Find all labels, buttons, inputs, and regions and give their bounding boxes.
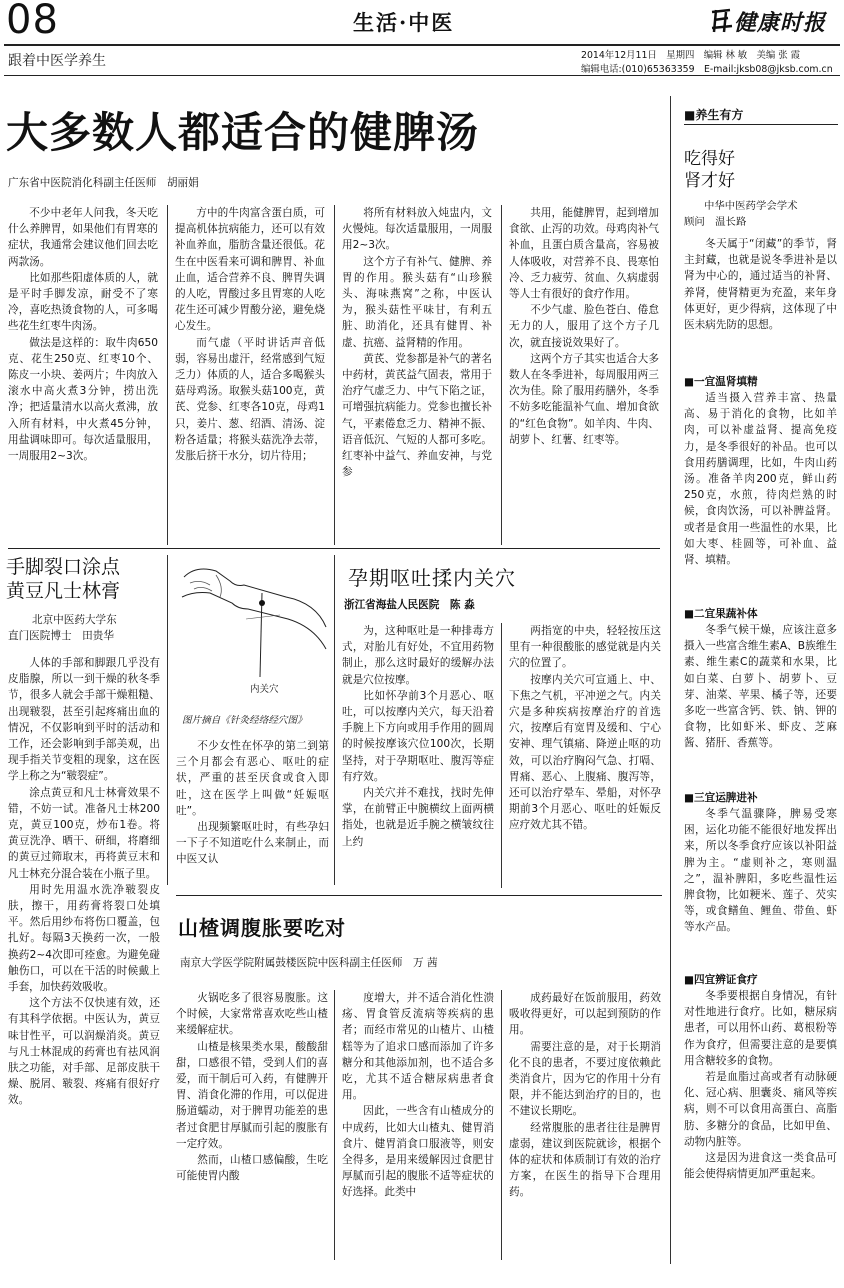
sidebar-byline-2: 顾问 温长路 [684, 216, 747, 228]
date-line: 2014年12月11日 星期四 编辑 林 敏 美编 张 霞 [581, 50, 801, 61]
page-subtitle: 跟着中医学养生 [8, 53, 106, 69]
page-number: 08 [6, 0, 59, 43]
nausea-col-a: 为，这种呕吐是一种排毒方式，对胎儿有好处，不宜用药物制止，那么这时最好的缓解办法就是穴位按摩。 比如怀孕前3个月恶心、呕吐，可以按摩内关穴，每天沿着手腕上下方向或用手作用的圆周的时候按摩该穴位100次，长期坚持，对于孕期呕吐、腹泻等症有疗效。 内关穴并不难找，找时先伸掌，在前臂正中腕横纹上面两横指处，也就是近手腕之横皱纹往上约 [342, 625, 494, 848]
foot-byline [8, 612, 168, 644]
sidebar-section-label: ■养生有方 [684, 108, 744, 122]
main-byline: 广东省中医院消化科副主任医师 胡丽娟 [8, 177, 199, 189]
sidebar-heading-2: ■二宜果蔬补体 [684, 608, 758, 620]
sidebar-para-1: 适当摄入营养丰富、热量高、易于消化的食物，比如羊肉，可以补虚益肾、提高免疫力，是冬季很好的补品。也可以食用药膳调理，比如，牛肉山药汤。准备羊肉200克，鲜山药250克，水煎，待肉烂熟的时候，食肉饮汤，可以补脾益肾。或者是食用一些温性的水果，比如大枣、桂圆等，可补血、益肾、填精。 [684, 392, 837, 567]
sidebar-para-2: 冬季气候干燥，应该注意多摄入一些富含维生素A、B族维生素、维生素C的蔬菜和水果，比如白菜、白萝卜、胡萝卜、豆芽、油菜、苹果、橘子等，还要多吃一些富含钙、铁、钠、钾的食物，比如虾米、虾皮、芝麻酱、猪肝、香蕉等。 [684, 624, 837, 750]
sidebar-para-3: 冬季气温骤降，脾易受寒困，运化功能不能很好地发挥出来，所以冬季食疗应该以补阳益脾为主。“虚则补之，寒则温之”，温补脾阳，多吃些温性运脾食物，比如粳米、莲子、芡实等，或食鳝鱼、鲤鱼、带鱼、虾等水产品。 [684, 808, 837, 934]
sidebar-title [684, 148, 838, 192]
sidebar-title-line-1: 吃得好 [684, 149, 735, 169]
foot-title-line-2: 黄豆凡士林膏 [6, 580, 121, 602]
nausea-title: 孕期呕吐揉内关穴 [348, 566, 516, 590]
acupoint-label: 内关穴 [250, 684, 279, 695]
sidebar-intro: 冬天属于“闭藏”的季节，肾主封藏，也就是说冬季进补是以肾为中心的，通过适当的补肾、养肾，使肾精更为充盈，来年身体更好，更少得病，这体现了中医未病先防的思想。 [684, 238, 837, 332]
hawthorn-byline: 南京大学医学院附属鼓楼医院中医科副主任医师 万 茜 [180, 957, 438, 969]
contact-line: 编辑电话:(010)65363359 E-mail:jksb08@jksb.com.cn [581, 64, 833, 75]
hawthorn-title: 山楂调腹胀要吃对 [178, 916, 346, 940]
foot-title-line-1: 手脚裂口涂点 [6, 556, 121, 578]
acupoint-caption: 图片摘自《针灸经络经穴图》 [182, 715, 307, 726]
foot-body: 人体的手部和脚跟几乎没有皮脂腺，所以一到干燥的秋冬季节，很多人就会手部干燥粗糙、出现皲裂，甚至引起疼痛出血的情况，不仅影响到平时的活动和工作，还会影响到手部美观，出现手指关节变粗的现象，这在医学上称之为“皲裂症”。 涂点黄豆和凡士林膏效果不错，不妨一试。准备凡士林200克，黄豆100克，炒布1卷。将黄豆洗净、晒干、研细，将磨细的黄豆过筛取末，再将黄豆末和凡士林充分混合装在小瓶子里。 用时先用温水洗净皲裂皮肤，擦干，用药膏将裂口处填平。然后用纱布将伤口覆盖，包扎好。每隔3天换药一次，一般换药2~4次即可痊愈。为避免碰触伤口，可以在干活的时候戴上手套，加快药效吸收。 这个方法不仅快速有效，还有其科学依据。中医认为，黄豆味甘性平，可以润燥消炎。黄豆与凡士林混成的药膏也有祛风润肤之功能，对手部、足部皮肤干燥、脱屑、皲裂、疼痛有很好疗效。 [8, 657, 160, 1107]
sidebar-byline [684, 198, 840, 230]
foot-byline-1: 北京中医药大学东 [32, 614, 117, 626]
main-col-3: 将所有材料放入炖盅内，文火慢炖。每次适量服用，一周服用2~3次。 这个方子有补气、健脾、养胃的作用。猴头菇有“山珍猴头、海味燕窝”之称，中医认为，猴头菇性平味甘，有利五脏、助消化，还具有健胃、补虚、抗癌、益肾精的作用。 黄芪、党参都是补气的著名中药材，黄芪益气固表，常用于治疗气虚乏力、中气下陷之证，可增强抗病能力。党参也擅长补气，平素倦怠乏力、精神不振、语音低沉、气短的人都可多吃。红枣补中益气、养血安神，与党参 [342, 207, 492, 479]
hawthorn-col-1: 火锅吃多了很容易腹胀。这个时候，大家常常喜欢吃些山楂来缓解症状。 山楂是核果类水果，酸酸甜甜，口感很不错，受到人们的喜爱，而干制后可入药，有健脾开胃、消食化滞的作用，可以促进肠道蠕动，对于脾胃功能差的患者过食肥甘厚腻而引起的腹胀有一定疗效。 然而，山楂口感偏酸，生吃可能使胃内酸 [176, 992, 328, 1183]
sidebar-heading-3: ■三宜运脾进补 [684, 792, 758, 804]
sidebar-para-4: 冬季要根据自身情况，有针对性地进行食疗。比如，糖尿病患者，可以用怀山药、葛根粉等作为食疗，但需要注意的是要慎用含糖较多的食物。 若是血脂过高或者有动脉硬化、冠心病、胆囊炎、痛风等疾病，则不可以食用高蛋白、高脂肪、多糖分的食品，比如甲鱼、动物内脏等。 这是因为进食这一类食品可能会使得病情更加严重起来。 [684, 990, 837, 1181]
foot-byline-2: 直门医院博士 田贵华 [8, 630, 114, 642]
sidebar-heading-1: ■一宜温肾填精 [684, 376, 758, 388]
sidebar-byline-1: 中华中医药学会学术 [704, 200, 798, 212]
foot-article-title [6, 555, 166, 603]
acupoint-illustration [176, 557, 332, 727]
main-col-4: 共用，能健脾胃，起到增加食欲、止泻的功效。母鸡肉补气补血，且蛋白质含量高，容易被人体吸收，对营养不良、畏寒怕冷、乏力疲劳、贫血、久病虚弱等人士有很好的食疗作用。 不少气虚、脸色苍白、倦怠无力的人，服用了这个方子几次，就直接说效果好了。 这两个方子其实也适合大多数人在冬季进补，每周服用两三次为佳。除了服用药膳外，冬季不妨多吃能温补气血、增加食欲的“红色食物”。如羊肉、牛肉、胡萝卜、红薯、红枣等。 [509, 207, 659, 446]
main-headline: 大多数人都适合的健脾汤 [6, 108, 480, 157]
neiguan-point-marker [259, 600, 265, 606]
main-col-2: 方中的牛肉富含蛋白质，可提高机体抗病能力，还可以有效补血养血，脂肪含量还很低。花生在中医看来可调和脾胃、补血止血，适合营养不良、脾胃失调的人吃，胃酸过多且胃寒的人吃花生还可减少胃酸分泌，避免烧心发生。 而气虚（平时讲话声音低弱，容易出虚汗，经常感到气短乏力）体质的人，适合多喝猴头菇母鸡汤。取猴头菇100克，黄芪、党参、红枣各10克，母鸡1只，姜片、葱、绍酒、清汤、淀粉各适量；将猴头菇洗净去蒂，发胀后挤干水分，切片待用； [175, 207, 325, 463]
section-title: 生活·中医 [353, 10, 455, 35]
main-col-1: 不少中老年人问我，冬天吃什么养脾胃，如果他们有胃寒的症状，我通常会建议他们回去吃两款汤。 比如那些阳虚体质的人，就是平时手脚发凉，耐受不了寒冷，喜吃热烫食物的人，可多喝些花生红枣牛肉汤。 做法是这样的：取牛肉650克、花生250克、红枣10个、陈皮一小块、姜两片；牛肉放入滚水中高火煮3分钟，捞出洗净；把适量清水以高火煮沸，放入所有材料，中火煮45分钟，用盐调味即可。每次适量服用，一周服用2~3次。 [8, 207, 158, 463]
hawthorn-col-2: 度增大，并不适合消化性溃疡、胃食管反流病等疾病的患者；而经市常见的山楂片、山楂糕等为了追求口感而添加了许多糖分和其他添加剂，也不适合多吃，尤其不适合糖尿病患者食用。 因此，一些含有山楂成分的中成药，比如大山楂丸、健胃消食片、健胃消食口服液等，则安全得多，是用来缓解因过食肥甘厚腻而引起的腹胀不适等症状的好选择。此类中 [342, 992, 494, 1199]
logo-text: 健康时报 [734, 10, 827, 36]
nausea-byline: 浙江省海盐人民医院 陈 淼 [344, 599, 475, 611]
hawthorn-col-3: 成药最好在饭前服用，药效吸收得更好，可以起到预防的作用。 需要注意的是，对于长期消化不良的患者，不要过度依赖此类消食片，因为它的作用十分有限，并不能达到治疗的目的，也不建议长期吃。 经常腹胀的患者往往是脾胃虚弱，建议到医院就诊，根据个体的症状和体质制订有效的治疗方案，在医生的指导下合理用药。 [509, 992, 661, 1199]
sidebar-heading-4: ■四宜辨证食疗 [684, 974, 758, 986]
nausea-col-b: 两指宽的中央，轻轻按压这里有一种很酸胀的感觉就是内关穴的位置了。 按摩内关穴可宣通上、中、下焦之气机，平冲逆之气。内关穴是多种疾病按摩治疗的首选穴，按摩后有宽胃及缓和、宁心安神、理气镇痛、降逆止呕的功效，可以治疗胸闷气急、打嗝、胃痛、恶心、上腹痛、腹泻等，还可以治疗晕车、晕船，对怀孕期前3个月恶心、呕吐的妊娠反应疗效尤其不错。 [509, 625, 661, 832]
nausea-lead: 不少女性在怀孕的第二到第三个月都会有恶心、呕吐的症状，严重的甚至厌食或食入即吐，这在医学上叫做“妊娠呕吐”。 出现频繁呕吐时，有些孕妇一下子不知道吃什么来制止，而中医又认 [176, 740, 329, 866]
logo-seal-icon [708, 6, 734, 36]
sidebar-title-line-2: 肾才好 [684, 171, 735, 191]
logo [700, 4, 838, 38]
